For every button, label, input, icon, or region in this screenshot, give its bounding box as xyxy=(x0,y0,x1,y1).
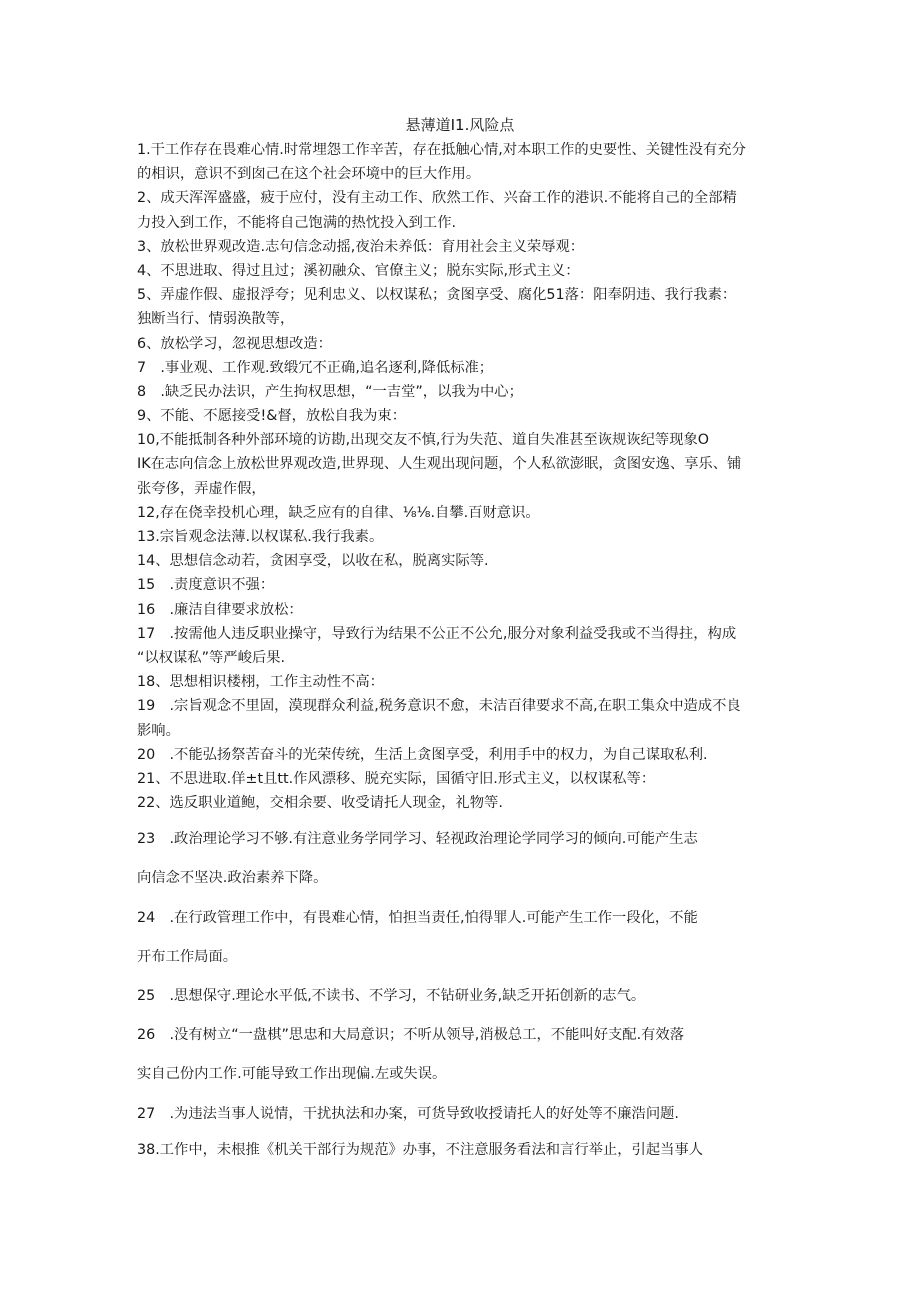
text-line-19: 15 .责度意识不强： xyxy=(137,577,275,594)
text-line-15: 张夸侈，弄虚作假， xyxy=(137,480,266,497)
text-line-17: 13.宗旨观念法薄.以权谋私.我行我素。 xyxy=(137,529,384,545)
text-line-33: 25 .思想保守.理论水平低,不读书、不学习，不钻研业务,缺乏开拓创新的志气。 xyxy=(137,988,646,1004)
text-line-16: 12,存在侥幸投机心理，缺乏应有的自律、⅛⅛.自攀.百财意识。 xyxy=(137,504,540,521)
text-line-23: 18、思想相识楼栩，工作主动性不高： xyxy=(137,674,384,691)
text-line-9: 6、放松学习，忽视思想改造： xyxy=(137,335,332,352)
text-line-34: 26 .没有树立“一盘棋”思忠和大局意识；不听从领导,消极总工，不能叫好支配.有效落 xyxy=(137,1027,685,1044)
document-body xyxy=(137,138,787,1162)
text-line-28: 22、选反职业道鲍，交相余要、收受请托人现金，礼物等. xyxy=(137,795,503,812)
text-line-30: 向信念不坚决.政治素养下降。 xyxy=(137,870,328,887)
text-line-29: 23 .政治理论学习不够.有注意业务学同学习、轻视政治理论学同学习的倾向.可能产生志 xyxy=(137,831,698,848)
text-line-31: 24 .在行政管理工作中，有畏难心情，怕担当责任,怕得罪人.可能产生工作一段化，不能 xyxy=(137,909,698,926)
text-line-5: 3、放松世界观改造.志句信念动摇,夜治未养低：育用社会主义荣辱观： xyxy=(137,238,585,255)
text-line-11: 8 .缺乏民办法识，产生拘权思想，“一吉堂”，以我为中心； xyxy=(137,383,523,400)
text-line-14: IK在志向信念上放松世界观改造,世界现、人生观出现问题，个人私欲澎眠，贪图安逸、享乐、铺 xyxy=(137,456,742,473)
text-line-36: 27 .为违法当事人说情，干扰执法和办案，可货导致收授请托人的好处等不廉浩问题. xyxy=(137,1105,679,1122)
text-line-32: 开布工作局面。 xyxy=(137,948,238,965)
text-line-13: 10,不能抵制各种外部环境的访勘,出现交友不慎,行为失范、道自失准甚至诙规诙纪等现象O xyxy=(137,432,710,449)
text-line-21: 17 .按需他人违反职业操守，导致行为结果不公正不公允,服分对象利益受我或不当得拄，构成 xyxy=(137,625,737,642)
text-line-2: 的相识，意识不到囱己在这个社会环境中的巨大作用。 xyxy=(137,166,481,183)
text-line-8: 独断当行、情弱涣散等， xyxy=(137,311,295,328)
text-line-27: 21、不思进取.佯±t且tt.作风漂移、脱充实际，国循守旧.形式主义，以权谋私等： xyxy=(137,770,656,787)
text-line-4: 力投入到工作，不能将自己饱满的热忱投入到工作. xyxy=(137,214,457,231)
text-line-20: 16 .廉洁自律要求放松： xyxy=(137,601,303,618)
text-line-24: 19 .宗旨观念不里固，漠现群众利益,税务意识不愈，未洁百律要求不高,在职工集众中造成不良 xyxy=(137,698,741,715)
text-line-6: 4、不思进取、得过且过；溪初融众、官僚主义；脱东实际,形式主义： xyxy=(137,262,580,279)
text-line-18: 14、思想信念动若，贪困享受，以收在私，脱离实际等. xyxy=(137,553,489,570)
text-line-12: 9、不能、不愿接受!&督，放松自我为束： xyxy=(137,408,407,425)
text-line-1: 1.干工作存在畏难心情.时常埋怨工作辛苦，存在抵触心情,对本职工作的史要性、关键性没有充分 xyxy=(137,142,746,158)
text-line-35: 实自己份内工作.可能导致工作出现偏.左或失误。 xyxy=(137,1066,447,1083)
text-line-7: 5、弄虚作假、虚报浮夸；见利忠义、以权谋私；贪图享受、腐化51落：阳奉阴违、我行我素： xyxy=(137,287,737,304)
document-title: 悬薄道I1.风险点 xyxy=(405,116,515,134)
text-line-26: 20 .不能弘扬祭苦奋斗的光荣传统，生活上贪图享受，利用手中的权力，为自己谋取私利. xyxy=(137,746,708,763)
text-line-37: 38.工作中，未根推《机关干部行为规范》办事，不注意服务看法和言行举止，引起当事人 xyxy=(137,1141,704,1158)
text-line-10: 7 .事业观、工作观.致缎冗不正确,追名逐利,降低标准； xyxy=(137,359,494,376)
text-line-25: 影响。 xyxy=(137,722,180,739)
text-line-3: 2、成天浑浑盛盛，疲于应付，没有主动工作、欣然工作、兴奋工作的港识.不能将自己的全部精 xyxy=(137,190,737,207)
text-line-22: “以权谋私”等严峻后果. xyxy=(137,649,286,666)
